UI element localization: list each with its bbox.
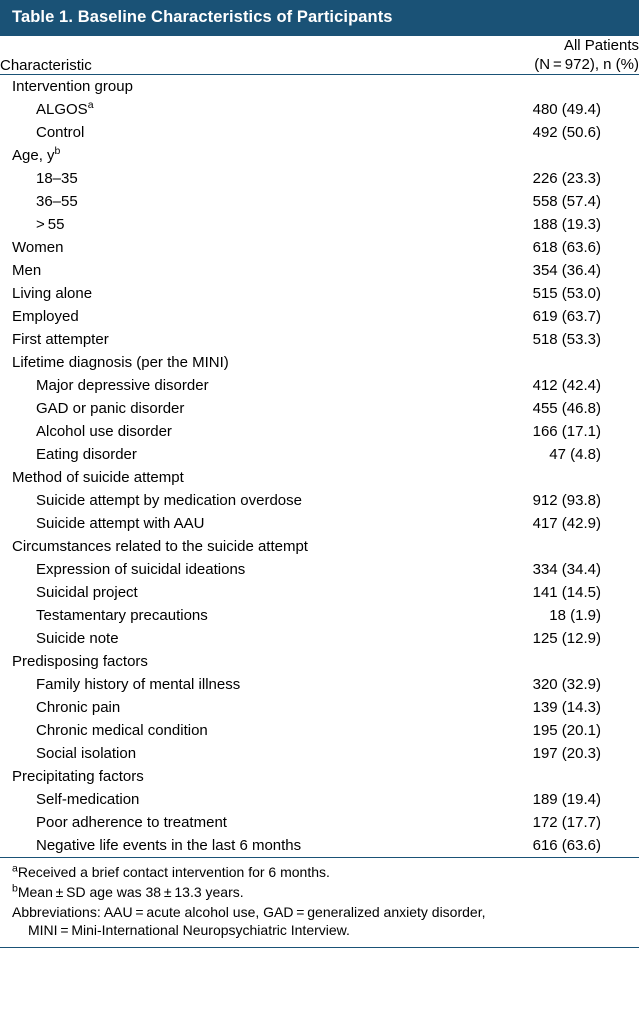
table-row xyxy=(0,788,639,811)
row-label: Living alone xyxy=(12,284,93,302)
table-row xyxy=(0,305,639,328)
table-row xyxy=(0,420,639,443)
row-label: Suicide attempt by medication overdose xyxy=(36,491,302,509)
table-row xyxy=(0,328,639,351)
table-row xyxy=(0,259,639,282)
table-row xyxy=(0,351,639,374)
footnote-a-marker: a xyxy=(12,862,18,875)
table-row xyxy=(0,489,639,512)
table-row xyxy=(0,834,639,858)
row-value: 195 (20.1) xyxy=(532,721,601,739)
table-row xyxy=(0,374,639,397)
footnote-a xyxy=(12,863,627,882)
row-value xyxy=(444,535,639,558)
row-label: Social isolation xyxy=(36,744,137,762)
table-header-row xyxy=(0,36,639,75)
row-value: 166 (17.1) xyxy=(532,422,601,440)
table-row xyxy=(0,144,639,167)
row-value xyxy=(444,765,639,788)
row-label: Chronic pain xyxy=(36,698,121,716)
row-label: ALGOS$^a$ xyxy=(36,98,94,118)
row-label: Family history of mental illness xyxy=(36,675,241,693)
abbreviations-line1: Abbreviations: AAU = acute alcohol use, GAD = generalized anxiety disorder, xyxy=(12,903,486,920)
row-label: Method of suicide attempt xyxy=(12,468,184,486)
row-value: 334 (34.4) xyxy=(532,560,601,578)
row-label: 36–55 xyxy=(36,192,78,210)
row-label: Eating disorder xyxy=(36,445,137,463)
row-label: Predisposing factors xyxy=(12,652,148,670)
row-label: Precipitating factors xyxy=(12,767,144,785)
row-label: Alcohol use disorder xyxy=(36,422,172,440)
row-value: 912 (93.8) xyxy=(532,491,601,509)
row-value: 320 (32.9) xyxy=(532,675,601,693)
table-row xyxy=(0,190,639,213)
row-value: 47 (4.8) xyxy=(549,445,601,463)
table-body xyxy=(0,75,639,858)
row-label: > 55 xyxy=(36,215,65,233)
row-value: 558 (57.4) xyxy=(532,192,601,210)
table-footnotes xyxy=(0,858,639,946)
row-value: 412 (42.4) xyxy=(532,376,601,394)
baseline-characteristics-table xyxy=(0,36,639,858)
row-label: Suicide attempt with AAU xyxy=(36,514,205,532)
footnote-a-text: Received a brief contact intervention for 6 months. xyxy=(17,864,330,881)
row-value xyxy=(444,466,639,489)
row-label: Age, $y^b$ xyxy=(12,144,61,164)
table-row xyxy=(0,75,639,99)
table-row xyxy=(0,236,639,259)
table-row xyxy=(0,512,639,535)
row-value: 618 (63.6) xyxy=(532,238,601,256)
table-row xyxy=(0,466,639,489)
footnote-abbreviations xyxy=(12,903,627,940)
abbreviations-line2: MINI = Mini-International Neuropsychiatric Interview. xyxy=(28,922,350,939)
table-row xyxy=(0,581,639,604)
row-value: 226 (23.3) xyxy=(532,169,601,187)
row-value xyxy=(444,351,639,374)
row-label: Circumstances related to the suicide attempt xyxy=(12,537,308,555)
table-row xyxy=(0,558,639,581)
row-label: Lifetime diagnosis (per the MINI) xyxy=(12,353,229,371)
row-label: Control xyxy=(36,123,85,141)
table-row xyxy=(0,213,639,236)
table-row xyxy=(0,443,639,466)
table-row xyxy=(0,604,639,627)
row-label: Negative life events in the last 6 months xyxy=(0,834,444,858)
row-label: Testamentary precautions xyxy=(36,606,208,624)
footnote-b-marker: b xyxy=(12,882,18,895)
table-row xyxy=(0,397,639,420)
row-label: Employed xyxy=(12,307,79,325)
table-row xyxy=(0,696,639,719)
row-label: First attempter xyxy=(12,330,109,348)
row-value: 354 (36.4) xyxy=(532,261,601,279)
row-value: 515 (53.0) xyxy=(532,284,601,302)
row-value xyxy=(444,650,639,673)
row-label: Suicide note xyxy=(36,629,119,647)
row-value: 518 (53.3) xyxy=(532,330,601,348)
row-value: 172 (17.7) xyxy=(532,813,601,831)
row-label: Self-medication xyxy=(36,790,140,808)
row-label: 18–35 xyxy=(36,169,78,187)
row-value: 197 (20.3) xyxy=(532,744,601,762)
row-label-footnote-marker: a xyxy=(87,98,94,111)
row-label: GAD or panic disorder xyxy=(36,399,185,417)
table-row xyxy=(0,98,639,121)
table-row xyxy=(0,627,639,650)
row-label: Poor adherence to treatment xyxy=(36,813,227,831)
row-value xyxy=(444,144,639,167)
row-value: 619 (63.7) xyxy=(532,307,601,325)
column-header-line1: All Patients xyxy=(563,37,639,54)
table-row xyxy=(0,650,639,673)
row-value: 417 (42.9) xyxy=(532,514,601,532)
row-label: Chronic medical condition xyxy=(36,721,208,739)
row-label: Expression of suicidal ideations xyxy=(36,560,246,578)
row-value: 480 (49.4) xyxy=(532,100,601,118)
row-value: 189 (19.4) xyxy=(532,790,601,808)
row-label: Women xyxy=(12,238,64,256)
row-value: 125 (12.9) xyxy=(532,629,601,647)
row-value: 616 (63.6) xyxy=(444,834,639,858)
table-row xyxy=(0,811,639,834)
row-value xyxy=(444,75,639,99)
table-bottom-rule xyxy=(0,947,639,948)
table-row xyxy=(0,167,639,190)
table-row xyxy=(0,282,639,305)
column-header-characteristic: Characteristic xyxy=(0,36,444,75)
footnote-b-text: Mean ± SD age was 38 ± 13.3 years. xyxy=(17,883,244,900)
row-value: 141 (14.5) xyxy=(532,583,601,601)
row-value: 492 (50.6) xyxy=(532,123,601,141)
row-value: 455 (46.8) xyxy=(532,399,601,417)
table-row xyxy=(0,719,639,742)
table-title: Table 1. Baseline Characteristics of Participants xyxy=(0,0,639,36)
row-label: Men xyxy=(12,261,42,279)
table-row xyxy=(0,742,639,765)
table-row xyxy=(0,673,639,696)
column-header-line2: (N = 972), n (%) xyxy=(534,56,639,74)
row-value: 139 (14.3) xyxy=(532,698,601,716)
row-label: Suicidal project xyxy=(36,583,138,601)
row-value: 188 (19.3) xyxy=(532,215,601,233)
footnote-b xyxy=(12,883,627,902)
row-label: Major depressive disorder xyxy=(36,376,209,394)
column-header-all-patients xyxy=(444,36,639,75)
row-label-footnote-marker: b xyxy=(54,144,61,157)
row-label: Intervention group xyxy=(12,77,133,95)
row-value: 18 (1.9) xyxy=(549,606,601,624)
table-row xyxy=(0,121,639,144)
table-row xyxy=(0,765,639,788)
table-row xyxy=(0,535,639,558)
